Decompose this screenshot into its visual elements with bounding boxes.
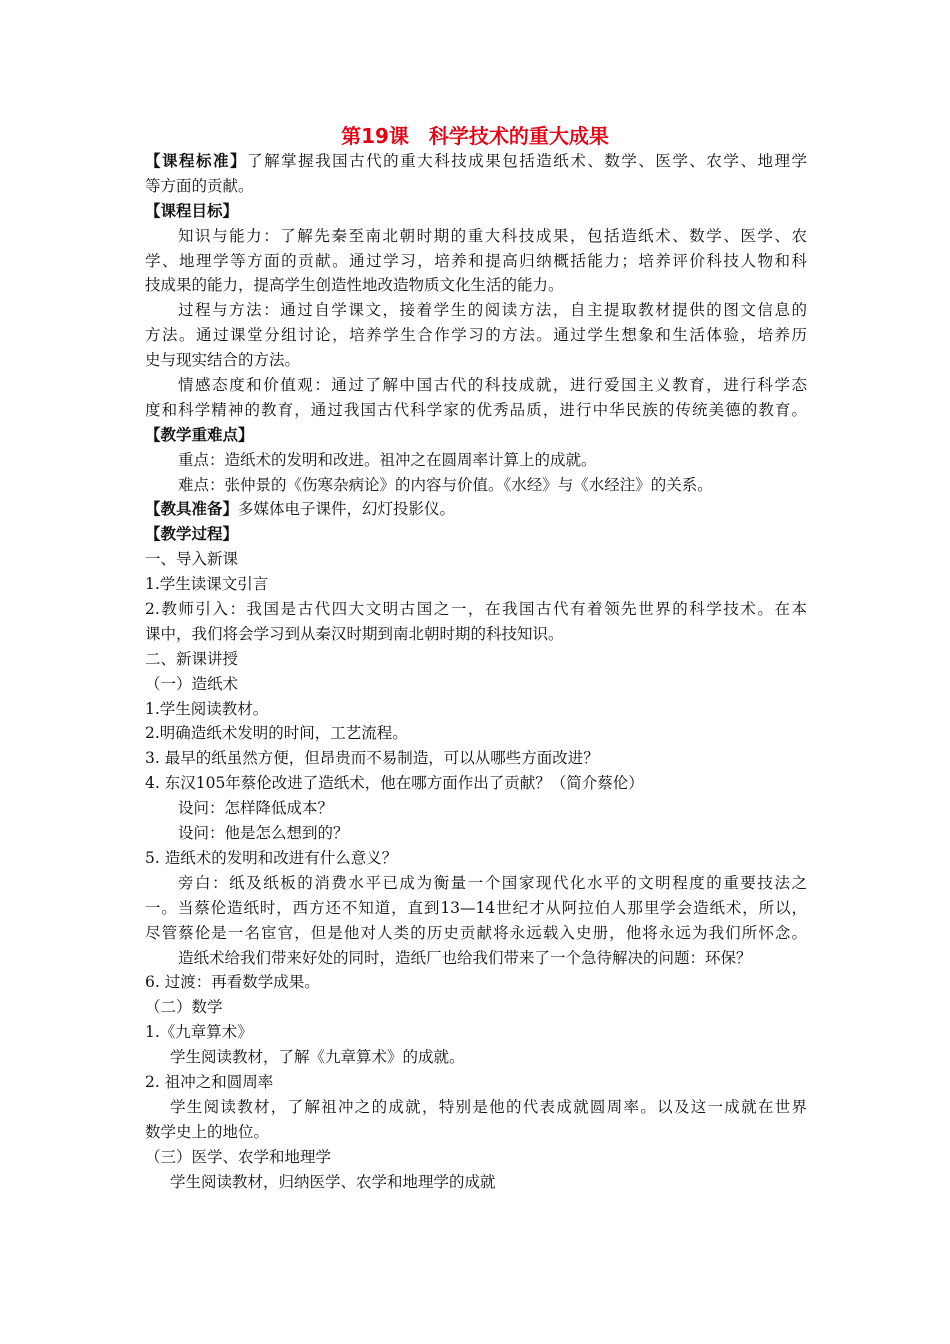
text-line: （二）数学 <box>145 998 223 1017</box>
text-line: 2.教师引入：我国是古代四大文明古国之一，在我国古代有着领先世界的科学技术。在本 <box>145 600 807 619</box>
section-label: 【教学过程】 <box>145 525 239 544</box>
text-line: 情感态度和价值观：通过了解中国古代的科技成就，进行爱国主义教育，进行科学态 <box>178 376 807 395</box>
text-line: 造纸术给我们带来好处的同时，造纸厂也给我们带来了一个急待解决的问题：环保？ <box>178 948 752 967</box>
section-label: 【教学重难点】 <box>145 425 254 444</box>
text-line: 2.明确造纸术发明的时间，工艺流程。 <box>145 724 408 743</box>
text-line: 技成果的能力，提高学生创造性地改造物质文化生活的能力。 <box>145 276 564 295</box>
text-line: 方法。通过课堂分组讨论，培养学生合作学习的方法。通过学生想象和生活体验，培养历 <box>145 326 807 345</box>
text-line: 等方面的贡献。 <box>145 176 254 195</box>
section-label: 【课程目标】 <box>145 201 239 220</box>
text-line: 知识与能力：了解先秦至南北朝时期的重大科技成果，包括造纸术、数学、医学、农 <box>178 226 807 245</box>
text-line: 5. 造纸术的发明和改进有什么意义？ <box>145 848 398 867</box>
text-line: 6. 过渡：再看数学成果。 <box>145 973 320 992</box>
text-line: 3. 最早的纸虽然方便，但昂贵而不易制造，可以从哪些方面改进？ <box>145 749 599 768</box>
text-line: 一。当蔡伦造纸时，西方还不知道，直到13—14世纪才从阿拉伯人那里学会造纸术，所以， <box>145 898 807 917</box>
text-line: 设问：怎样降低成本？ <box>178 799 334 818</box>
text-line: 难点：张仲景的《伤寒杂病论》的内容与价值。《水经》与《水经注》的关系。 <box>178 475 713 494</box>
section-label: 【课程标准】 <box>145 152 248 170</box>
text-line: 度和科学精神的教育，通过我国古代科学家的优秀品质，进行中华民族的传统美德的教育。 <box>145 400 807 419</box>
text-line: 课中，我们将会学习到从秦汉时期到南北朝时期的科技知识。 <box>145 624 564 643</box>
text-line: （三）医学、农学和地理学 <box>145 1147 332 1166</box>
text-line: 设问：他是怎么想到的？ <box>178 824 349 843</box>
text-line: 尽管蔡伦是一名宦官，但是他对人类的历史贡献将永远载入史册，他将永远为我们所怀念。 <box>145 923 807 942</box>
text-line: 二、新课讲授 <box>145 649 239 668</box>
text-line: 学生阅读教材，了解祖冲之的成就，特别是他的代表成就圆周率。以及这一成就在世界 <box>170 1097 807 1116</box>
text-line: 4. 东汉105年蔡伦改进了造纸术，他在哪方面作出了贡献？（简介蔡伦） <box>145 774 644 793</box>
text-line: 一、导入新课 <box>145 550 239 569</box>
text-line: 重点：造纸术的发明和改进。祖冲之在圆周率计算上的成就。 <box>178 450 597 469</box>
text-line: 学生阅读教材，了解《九章算术》的成就。 <box>170 1048 465 1067</box>
course-standard <box>145 149 807 174</box>
text-line: 2. 祖冲之和圆周率 <box>145 1072 274 1091</box>
text-line: 旁白：纸及纸板的消费水平已成为衡量一个国家现代化水平的文明程度的重要技法之 <box>178 873 807 892</box>
page-title: 第19课 科学技术的重大成果 <box>341 124 609 148</box>
document-body <box>145 149 807 1194</box>
text-line: 过程与方法：通过自学课文，接着学生的阅读方法，自主提取教材提供的图文信息的 <box>178 301 807 320</box>
text-line: 1.《九章算术》 <box>145 1023 253 1042</box>
text-line: 史与现实结合的方法。 <box>145 351 301 370</box>
text-line: 学生阅读教材，归纳医学、农学和地理学的成就 <box>170 1172 496 1191</box>
text: 多媒体电子课件，幻灯投影仪。 <box>238 500 456 519</box>
text-line: 1.学生读课文引言 <box>145 575 269 594</box>
text: 了解掌握我国古代的重大科技成果包括造纸术、数学、医学、农学、地理学 <box>247 152 807 170</box>
text-line: 1.学生阅读教材。 <box>145 699 269 718</box>
section-label: 【教具准备】 <box>145 500 239 519</box>
text-line: （一）造纸术 <box>145 674 239 693</box>
text-line: 学、地理学等方面的贡献。通过学习，培养和提高归纳概括能力；培养评价科技人物和科 <box>145 251 807 270</box>
text-line: 数学史上的地位。 <box>145 1122 270 1141</box>
teaching-tools <box>145 497 807 522</box>
